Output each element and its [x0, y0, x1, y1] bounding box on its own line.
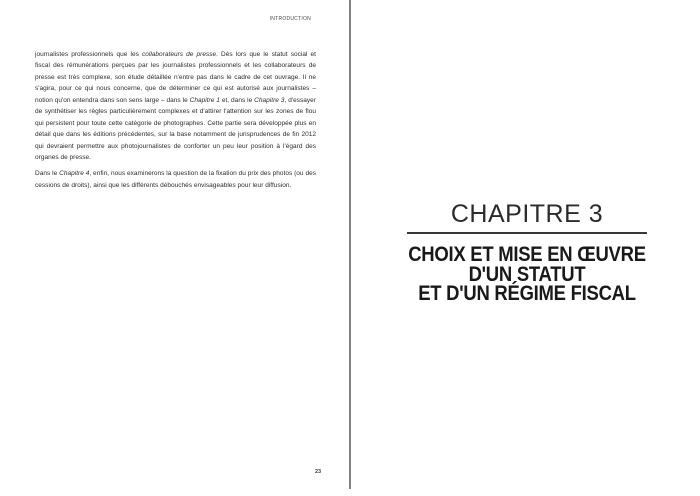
- text-run: . Dès lors que le statut social et fiscal des rémunérations perçues par les journalistes professionnels et les collaborateurs de presse est très complexe, son étude détaillée n'entre pas dans le cadre de cet ouvrage. Il ne s'agira, pour ce qui nous concerne, que de déterminer ce qui est autorisé aux journalistes – notion qu'on entendra dans son sens large – dans le: [35, 50, 316, 104]
- title-line: CHOIX ET MISE EN ŒUVRE: [408, 243, 646, 266]
- text-run: Chapitre 3: [254, 96, 285, 104]
- text-run: Chapitre 1: [189, 96, 220, 104]
- chapter-rule: [407, 232, 647, 234]
- paragraph: [35, 168, 316, 191]
- title-line: ET D'UN RÉGIME FISCAL: [418, 282, 636, 305]
- title-line: D'UN STATUT: [468, 262, 586, 286]
- text-run: , enfin, nous examinerons la question de la fixation du prix des photos (ou des cessions de droits), ainsi que les différents débouchés envisageables pour leur diffusion.: [35, 170, 316, 189]
- paragraph: [35, 49, 316, 164]
- chapter-number-label: CHAPITRE 3: [450, 200, 604, 228]
- text-run: Dans le: [35, 170, 60, 177]
- text-run: journalistes professionnels que les: [35, 50, 142, 58]
- right-page: [350, 0, 700, 496]
- left-page: [0, 0, 348, 496]
- chapter-title: [375, 245, 679, 304]
- text-run: Chapitre 4: [59, 170, 90, 177]
- text-run: , d'essayer de synthétiser les règles particulièrement complexes et d'attirer l'attention sur les zones de flou qui persistent pour toute cette catégorie de photographes. Cette partie sera développée plus en détail que dans les éditions précédentes, sur la base notamment de jurisprudences de fin 2012 qui devraient permettre aux photojournalistes de conforter un peu leur position à l'égard des organes de presse.: [35, 96, 316, 161]
- chapter-heading-block: [354, 202, 700, 304]
- text-run: et, dans le: [219, 96, 255, 104]
- page-number: 23: [314, 469, 322, 475]
- body-text-block: [35, 49, 316, 192]
- text-run: collaborateurs de presse: [141, 50, 217, 58]
- running-head: INTRODUCTION: [269, 15, 311, 22]
